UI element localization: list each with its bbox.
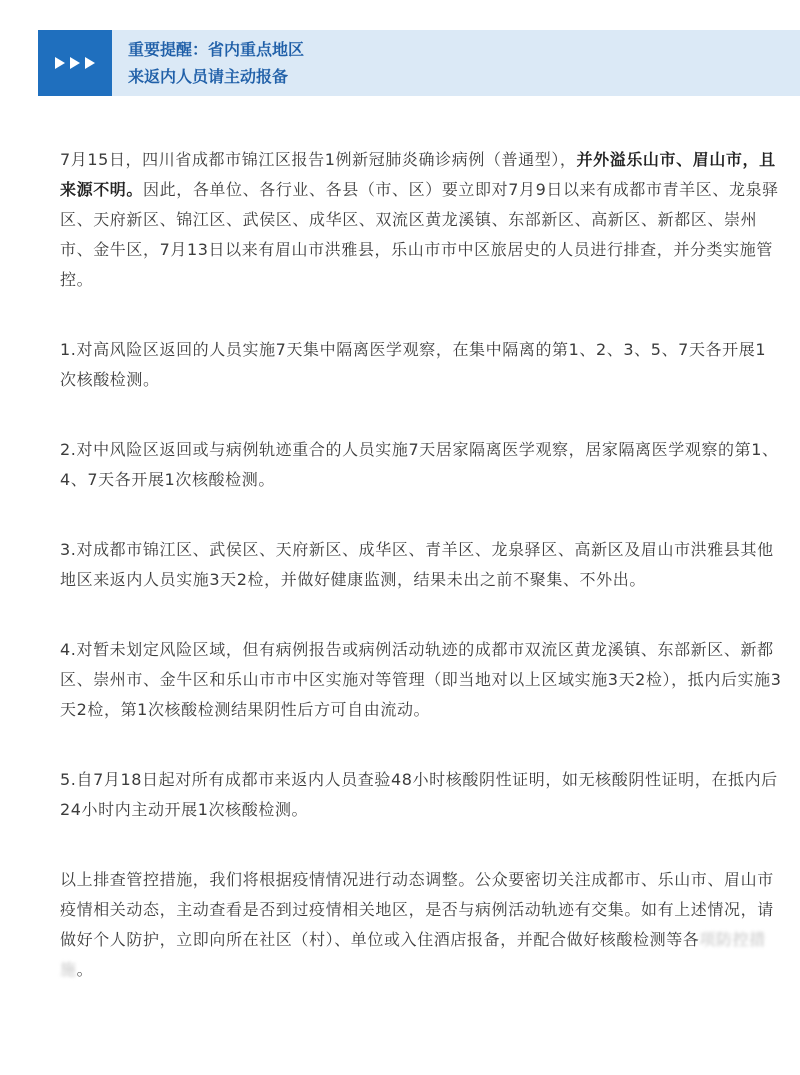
closing-blurred-text: 项防控措施 <box>60 930 766 979</box>
notice-banner <box>38 30 800 96</box>
banner-line-2: 来返内人员请主动报备 <box>128 67 289 86</box>
intro-text-cont: 因此，各单位、各行业、各县（市、区）要立即对7月9日以来有成都市青羊区、龙泉驿区、天府新区、锦江区、武侯区、成华区、双流区黄龙溪镇、东部新区、高新区、新都区、崇州市、金牛区，7月13日以来有眉山市洪雅县，乐山市市中区旅居史的人员进行排查，并分类实施管控。 <box>60 180 779 289</box>
article-body <box>60 145 782 985</box>
paragraph-item-1: 1.对高风险区返回的人员实施7天集中隔离医学观察，在集中隔离的第1、2、3、5、7天各开展1次核酸检测。 <box>60 340 767 389</box>
triple-arrow-icon <box>55 57 95 69</box>
banner-tab <box>38 30 112 96</box>
banner-line-1: 重要提醒：省内重点地区 <box>128 40 305 59</box>
paragraph-item-3: 3.对成都市锦江区、武侯区、天府新区、成华区、青羊区、龙泉驿区、高新区及眉山市洪雅县其他地区来返内人员实施3天2检，并做好健康监测，结果未出之前不聚集、不外出。 <box>60 540 774 589</box>
closing-end: 。 <box>76 960 94 979</box>
paragraph-closing <box>60 865 782 985</box>
paragraph-item-4: 4.对暂未划定风险区域，但有病例报告或病例活动轨迹的成都市双流区黄龙溪镇、东部新区、新都区、崇州市、金牛区和乐山市市中区实施对等管理（即当地对以上区域实施3天2检），抵内后实施3天2检，第1次核酸检测结果阴性后方可自由流动。 <box>60 640 782 719</box>
intro-text: 7月15日，四川省成都市锦江区报告1例新冠肺炎确诊病例（普通型）， <box>60 150 577 169</box>
paragraph-item-5: 5.自7月18日起对所有成都市来返内人员查验48小时核酸阴性证明，如无核酸阴性证明，在抵内后24小时内主动开展1次核酸检测。 <box>60 770 778 819</box>
banner-title <box>128 36 304 90</box>
paragraph-item-2: 2.对中风险区返回或与病例轨迹重合的人员实施7天居家隔离医学观察，居家隔离医学观察的第1、4、7天各开展1次核酸检测。 <box>60 440 779 489</box>
paragraph-intro <box>60 145 782 295</box>
intro-bold-text: 并外溢乐山市、眉山市，且来源不明。 <box>60 150 776 199</box>
closing-text: 以上排查管控措施，我们将根据疫情情况进行动态调整。公众要密切关注成都市、乐山市、眉山市疫情相关动态，主动查看是否到过疫情相关地区，是否与病例活动轨迹有交集。如有上述情况，请做好个人防护，立即向所在社区（村）、单位或入住酒店报备，并配合做好核酸检测等各 <box>60 870 774 949</box>
